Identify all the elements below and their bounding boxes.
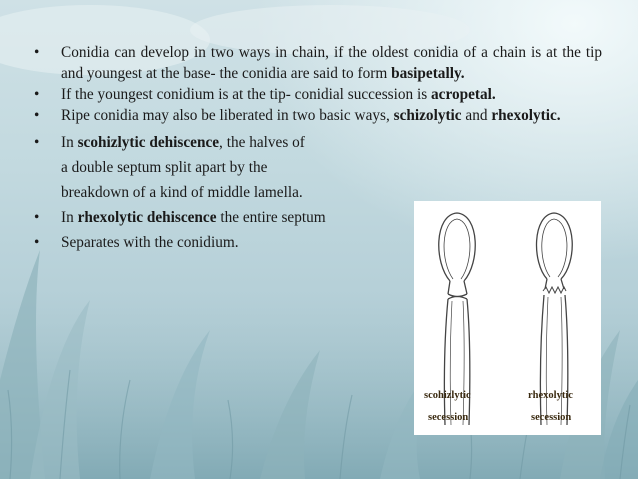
bullet-bold: rhexolytic dehiscence	[77, 209, 217, 226]
conidiophore-wall	[565, 295, 568, 425]
ruptured-septum	[543, 287, 566, 293]
caption-rhexolytic-secession: secession	[531, 412, 572, 423]
bullet-schizolytic	[34, 132, 602, 153]
bullet-text: In	[61, 209, 78, 226]
bullet-acropetal	[34, 84, 602, 105]
bullet-text: Conidia can develop in two ways in chain, if the oldest conidia of a chain is at the tip and youngest at the base- the conidia are said to form	[61, 44, 602, 82]
bullet-bold: scohizlytic dehiscence	[77, 134, 220, 151]
septum-edge	[448, 297, 467, 300]
conidiophore-inner-wall	[546, 297, 548, 425]
bullet-basipetally	[34, 42, 602, 84]
caption-rhexolytic: rhexolytic	[528, 390, 573, 401]
bullet-dot: •	[34, 234, 40, 251]
bullet-dot: •	[34, 107, 40, 124]
bullet-text: and	[461, 107, 492, 124]
septum-edge	[464, 281, 467, 294]
conidiophore-inner-wall	[450, 301, 452, 425]
caption-schizolytic: scohizlytic	[424, 390, 471, 401]
conidiophore-inner-wall	[463, 301, 464, 425]
conidiophore-wall	[444, 299, 448, 425]
conidium-inner-wall	[444, 219, 470, 279]
bullet-bold: acropetal.	[431, 86, 496, 103]
conidiophore-wall	[467, 299, 470, 425]
conidium-inner-wall	[542, 219, 567, 277]
conidiophore-inner-wall	[561, 297, 562, 425]
bullet-bold: basipetally.	[391, 65, 465, 82]
bullet-continuation: a double septum split apart by the	[61, 159, 268, 176]
bullet-dot: •	[34, 44, 40, 61]
bullet-dot: •	[34, 86, 40, 103]
bullet-text: the entire septum	[216, 209, 326, 226]
bullet-bold: schizolytic	[393, 107, 462, 124]
bullet-dot: •	[34, 209, 40, 226]
bullet-text: Separates with the conidium.	[61, 234, 239, 251]
bullet-text: , the halves of	[219, 134, 305, 151]
bullet-text: If the youngest conidium is at the tip- conidial succession is	[61, 86, 432, 103]
bullet-liberation	[34, 105, 569, 126]
caption-schizolytic-secession: secession	[428, 412, 469, 423]
conidiophore-wall	[540, 295, 544, 425]
bullet-continuation: breakdown of a kind of middle lamella.	[61, 184, 303, 201]
septum-edge	[448, 281, 450, 294]
bullet-text: In	[61, 134, 78, 151]
bullet-text: Ripe conidia may also be liberated in two basic ways,	[61, 107, 394, 124]
bullet-dot: •	[34, 134, 40, 151]
bullet-bold: rhexolytic.	[491, 107, 561, 124]
